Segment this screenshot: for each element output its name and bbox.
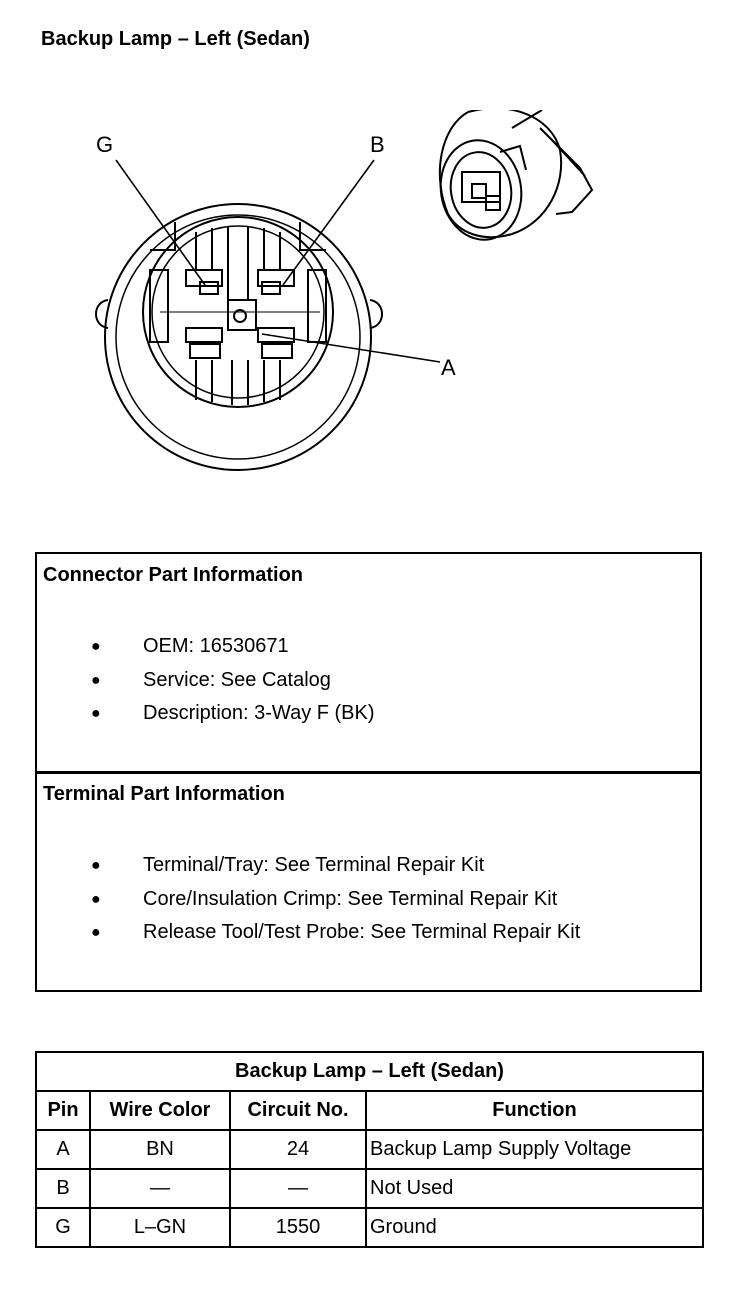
- page-title: Backup Lamp – Left (Sedan): [41, 28, 310, 50]
- bullet-icon: ●: [91, 705, 101, 722]
- column-header-wire-color: Wire Color: [90, 1091, 230, 1130]
- pin-table: [35, 1051, 704, 1248]
- column-header-pin: Pin: [36, 1091, 90, 1130]
- table-row: A BN 24 Backup Lamp Supply Voltage: [36, 1130, 703, 1169]
- connector-part-info-heading: Connector Part Information: [43, 564, 304, 586]
- bullet-icon: ●: [91, 857, 101, 874]
- bullet-icon: ●: [91, 671, 101, 689]
- callout-b: B: [370, 132, 385, 157]
- bullet-icon: ●: [91, 924, 101, 941]
- terminal-part-info-heading: Terminal Part Information: [43, 783, 285, 805]
- callout-g: G: [96, 132, 114, 157]
- table-row: G L–GN 1550 Ground: [36, 1208, 703, 1247]
- bullet-icon: ●: [91, 890, 101, 908]
- connector-diagram: [0, 110, 752, 480]
- table-header-row: [36, 1091, 703, 1130]
- bullet-icon: ●: [91, 638, 101, 655]
- table-title: Backup Lamp – Left (Sedan): [36, 1052, 703, 1091]
- connector-iso-view: [433, 110, 592, 246]
- column-header-function: Function: [366, 1091, 703, 1130]
- callout-a: A: [441, 355, 456, 380]
- terminal-part-info-box: Terminal Part Information ● Terminal/Tray: See Terminal Repair Kit ● Core/Insulation Crimp: See Terminal Repair Kit ● Release Tool/Test Probe: See Terminal Repair Kit: [35, 771, 702, 992]
- table-row: B — — Not Used: [36, 1169, 703, 1208]
- table-title-row: [36, 1052, 703, 1091]
- connector-part-info-box: Connector Part Information ● OEM: 16530671 ● Service: See Catalog ● Description: 3-Way F (BK): [35, 552, 702, 774]
- column-header-circuit-no: Circuit No.: [230, 1091, 366, 1130]
